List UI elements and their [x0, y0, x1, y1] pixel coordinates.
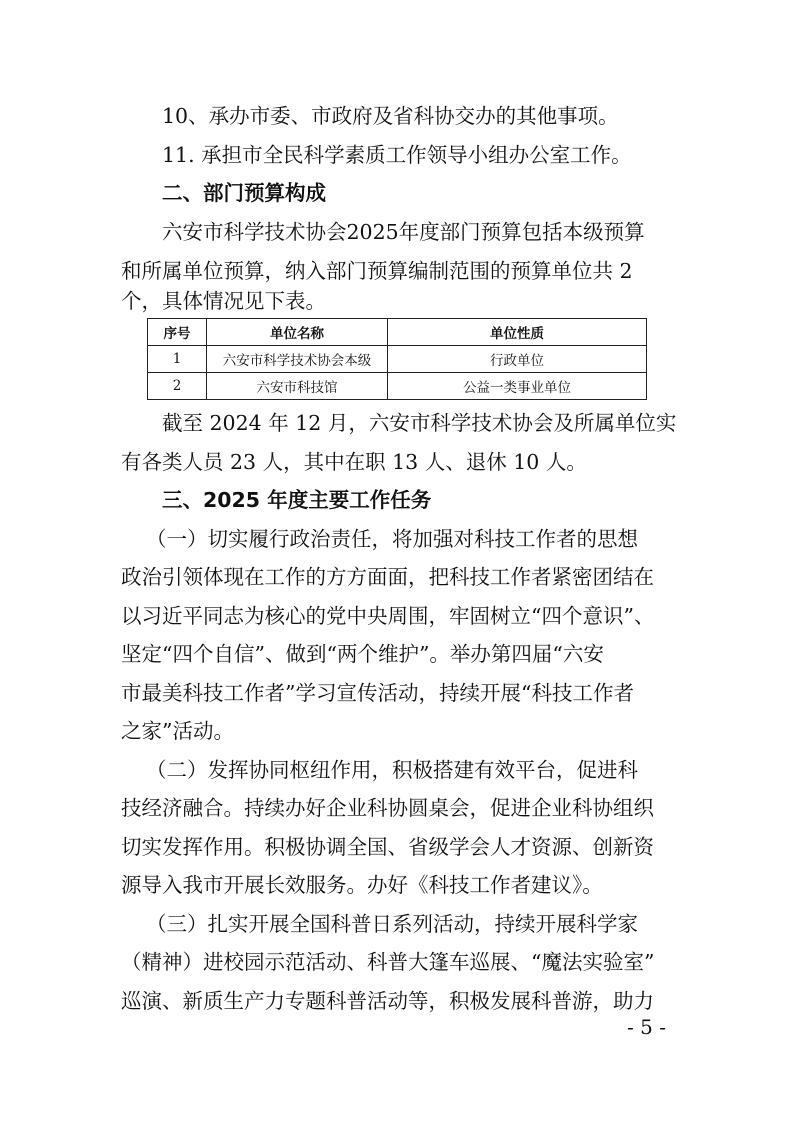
paragraph-line: 切实发挥作用。积极协调全国、省级学会人才资源、创新资 — [121, 835, 654, 859]
row-unit-type: 公益一类事业单位 — [388, 373, 647, 400]
paragraph-line: 六安市科学技术协会2025年度部门预算包括本级预算 — [162, 220, 645, 244]
paragraph-line: 源导入我市开展长效服务。办好《科技工作者建议》。 — [121, 873, 603, 897]
row-unit-name: 六安市科学技术协会本级 — [207, 346, 388, 373]
page-number: - 5 - — [627, 1015, 666, 1039]
paragraph-line: （精神）进校园示范活动、科普大篷车巡展、“魔法实验室” — [121, 950, 655, 974]
paragraph-line: （三）扎实开展全国科普日系列活动，持续开展科学家 — [146, 912, 638, 936]
paragraph-line: 市最美科技工作者”学习宣传活动，持续开展“科技工作者 — [121, 681, 634, 705]
row-unit-name: 六安市科技馆 — [207, 373, 388, 400]
paragraph-line: 截至 2024 年 12 月，六安市科学技术协会及所属单位实 — [162, 411, 677, 435]
paragraph-line: （二）发挥协同枢纽作用，积极搭建有效平台，促进科 — [146, 758, 638, 782]
row-index: 1 — [148, 346, 207, 373]
header-index: 序号 — [148, 319, 207, 346]
section-heading: 三、2025 年度主要工作任务 — [162, 488, 432, 512]
paragraph-line: 11. 承担市全民科学素质工作领导小组办公室工作。 — [162, 143, 632, 167]
paragraph-line: 10、承办市委、市政府及省科协交办的其他事项。 — [162, 104, 619, 128]
header-unit-name: 单位名称 — [207, 319, 388, 346]
paragraph-line: 坚定“四个自信”、做到“两个维护”。举办第四届“六安 — [121, 642, 604, 666]
section-heading: 二、部门预算构成 — [162, 181, 326, 205]
paragraph-line: 有各类人员 23 人，其中在职 13 人、退休 10 人。 — [121, 450, 587, 474]
paragraph-line: 技经济融合。持续办好企业科协圆桌会，促进企业科协组织 — [121, 796, 654, 820]
paragraph-line: 政治引领体现在工作的方方面面，把科技工作者紧密团结在 — [121, 565, 654, 589]
table-row — [148, 346, 647, 373]
row-unit-type: 行政单位 — [388, 346, 647, 373]
paragraph-line: 和所属单位预算，纳入部门预算编制范围的预算单位共 2 — [121, 259, 633, 283]
header-unit-type: 单位性质 — [388, 319, 647, 346]
table-header-row — [148, 319, 647, 346]
paragraph-line: 巡演、新质生产力专题科普活动等，积极发展科普游，助力 — [121, 989, 654, 1013]
paragraph-line: 之家”活动。 — [121, 719, 234, 743]
budget-units-table — [147, 318, 647, 400]
paragraph-line: 个，具体情况见下表。 — [121, 289, 326, 313]
paragraph-line: （一）切实履行政治责任，将加强对科技工作者的思想 — [146, 527, 638, 551]
table-row — [148, 373, 647, 400]
row-index: 2 — [148, 373, 207, 400]
paragraph-line: 以习近平同志为核心的党中央周围，牢固树立“四个意识”、 — [121, 604, 655, 628]
